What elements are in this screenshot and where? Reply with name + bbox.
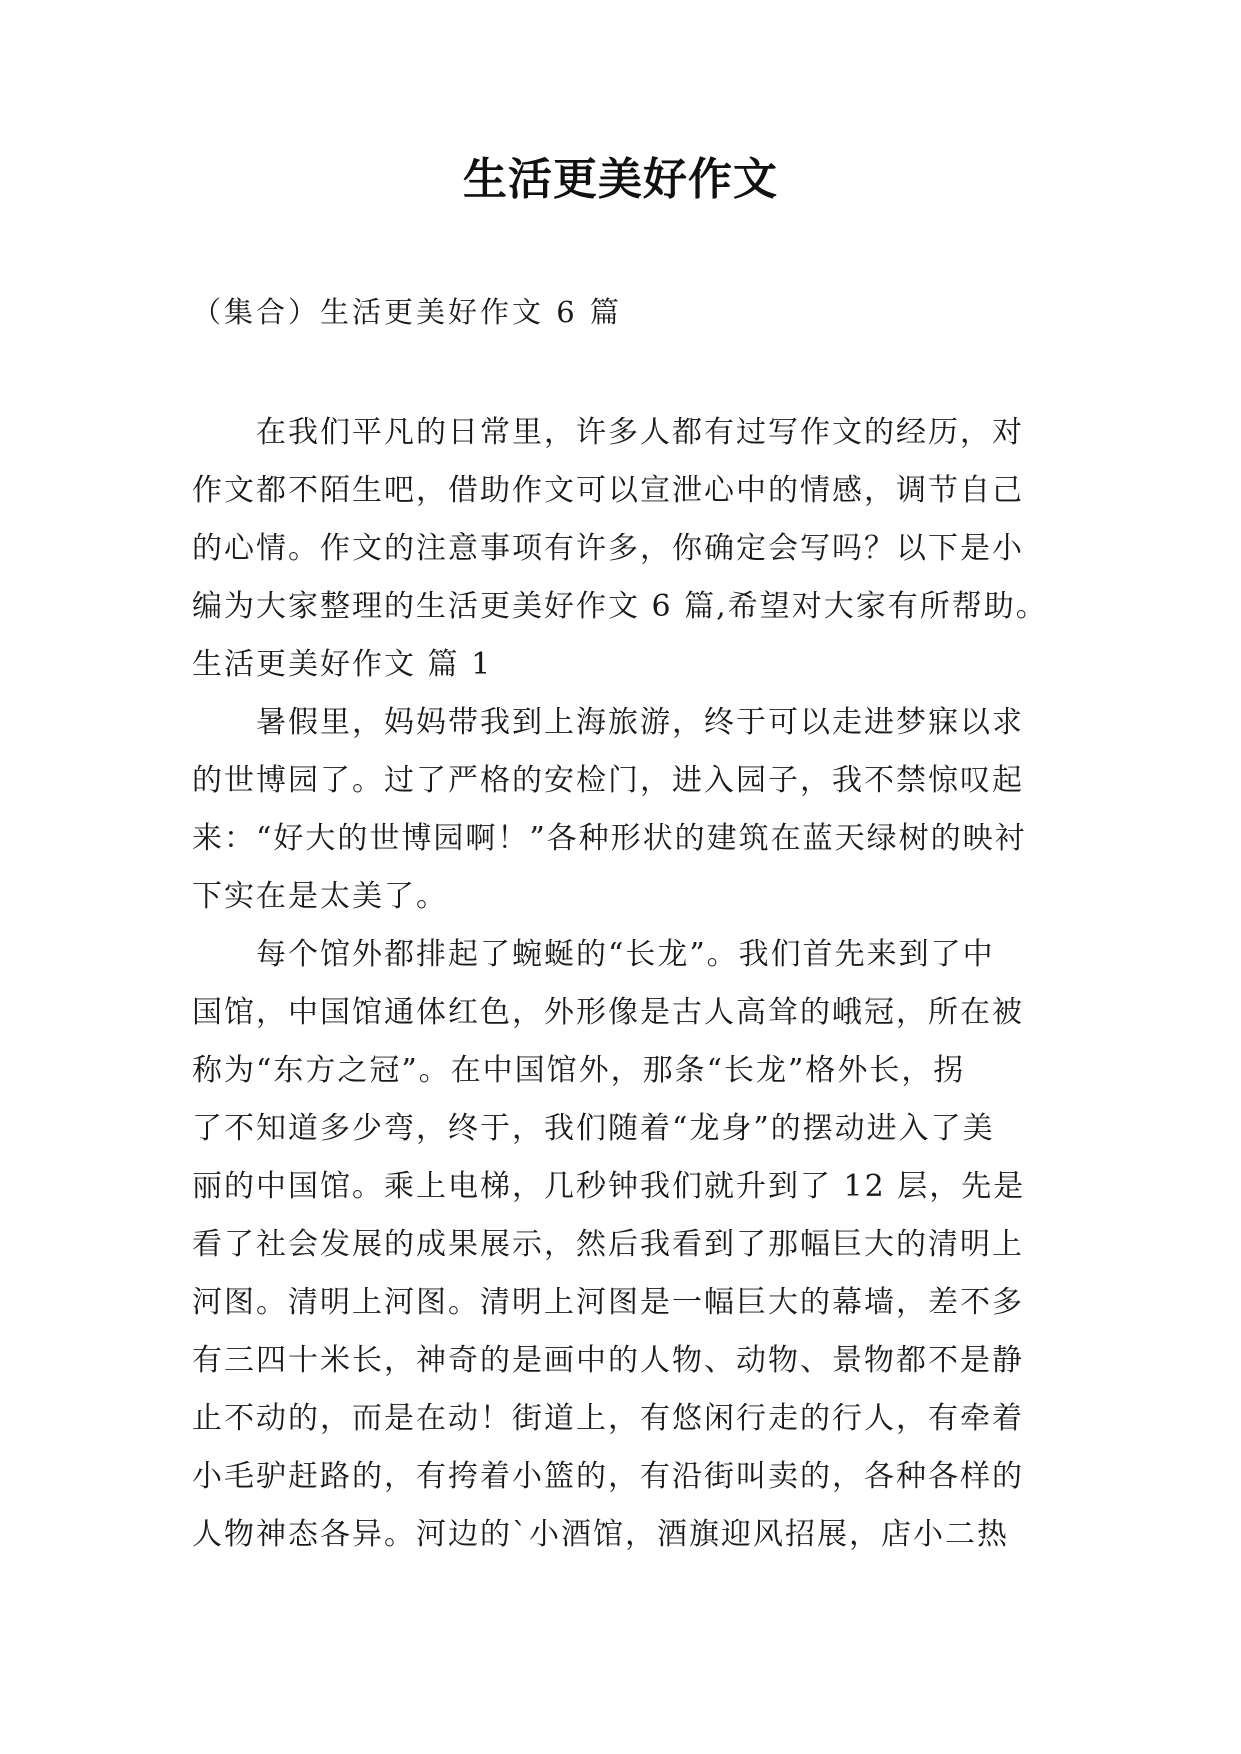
- text-line: 编为大家整理的生活更美好作文 6 篇,希望对大家有所帮助。: [192, 589, 1048, 624]
- text-line: 止不动的，而是在动！街道上，有悠闲行走的行人，有牵着: [192, 1401, 1024, 1436]
- text-line: 丽的中国馆。乘上电梯，几秒钟我们就升到了 12 层，先是: [192, 1169, 1026, 1204]
- text-line: 称为“东方之冠”。在中国馆外，那条“长龙”格外长，拐: [192, 1053, 966, 1088]
- text-line: 有三四十米长，神奇的是画中的人物、动物、景物都不是静: [192, 1343, 1024, 1378]
- text-line: 看了社会发展的成果展示，然后我看到了那幅巨大的清明上: [192, 1227, 1024, 1262]
- document-subtitle: （集合）生活更美好作文 6 篇: [192, 295, 622, 329]
- text-line: 河图。清明上河图。清明上河图是一幅巨大的幕墙，差不多: [192, 1285, 1024, 1320]
- article-body: [192, 404, 1052, 1564]
- text-line: 生活更美好作文 篇 1: [192, 647, 493, 682]
- text-line: 人物神态各异。河边的`小酒馆，酒旗迎风招展，店小二热: [192, 1517, 1009, 1552]
- text-line: 每个馆外都排起了蜿蜒的“长龙”。我们首先来到了中: [256, 937, 995, 972]
- text-line: 来：“好大的世博园啊！”各种形状的建筑在蓝天绿树的映衬: [192, 821, 1027, 856]
- text-line: 的世博园了。过了严格的安检门，进入园子，我不禁惊叹起: [192, 763, 1024, 798]
- text-line: 下实在是太美了。: [192, 879, 448, 914]
- text-line: 小毛驴赶路的，有挎着小篮的，有沿街叫卖的，各种各样的: [192, 1459, 1024, 1494]
- text-line: 作文都不陌生吧，借助作文可以宣泄心中的情感，调节自己: [192, 473, 1024, 508]
- page-title: 生活更美好作文: [463, 154, 778, 205]
- text-line: 国馆，中国馆通体红色，外形像是古人高耸的峨冠，所在被: [192, 995, 1024, 1030]
- text-line: 了不知道多少弯，终于，我们随着“龙身”的摆动进入了美: [192, 1111, 995, 1146]
- text-line: 在我们平凡的日常里，许多人都有过写作文的经历，对: [256, 415, 1024, 450]
- text-line: 暑假里，妈妈带我到上海旅游，终于可以走进梦寐以求: [256, 705, 1024, 740]
- text-line: 的心情。作文的注意事项有许多，你确定会写吗？以下是小: [192, 531, 1024, 566]
